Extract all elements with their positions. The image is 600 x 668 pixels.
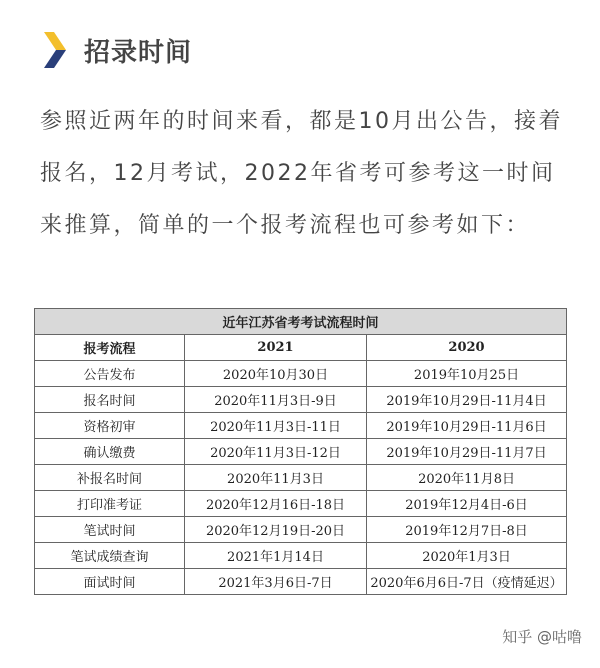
watermark: 知乎 @咕噜 [502, 628, 582, 646]
intro-paragraph: 参照近两年的时间来看，都是10月出公告，接着报名，12月考试，2022年省考可参考这一时间来推算，简单的一个报考流程也可参考如下： [40, 109, 563, 238]
section-title: 招录时间 [84, 37, 193, 68]
table-cell: 2020年11月3日-12日 [185, 439, 367, 465]
column-header: 2021 [185, 335, 367, 361]
table-row [35, 387, 567, 413]
table-cell: 打印准考证 [35, 491, 185, 517]
table-cell: 2020年11月3日 [185, 465, 367, 491]
table-row [35, 361, 567, 387]
section-header [42, 30, 192, 70]
column-header: 报考流程 [35, 335, 185, 361]
chevron-right-icon [42, 30, 70, 70]
table-cell: 笔试成绩查询 [35, 543, 185, 569]
table-cell: 2019年10月29日-11月6日 [367, 413, 567, 439]
table-cell: 2020年12月19日-20日 [185, 517, 367, 543]
table-cell: 2019年10月29日-11月7日 [367, 439, 567, 465]
table-cell: 2020年11月3日-11日 [185, 413, 367, 439]
table-cell: 2019年12月7日-8日 [367, 517, 567, 543]
table-cell: 2019年10月29日-11月4日 [367, 387, 567, 413]
table-cell: 2019年12月4日-6日 [367, 491, 567, 517]
column-header: 2020 [367, 335, 567, 361]
table-cell: 补报名时间 [35, 465, 185, 491]
table-cell: 2020年11月8日 [367, 465, 567, 491]
table-row [35, 543, 567, 569]
table-title: 近年江苏省考考试流程时间 [35, 309, 567, 335]
table-cell: 2021年1月14日 [185, 543, 367, 569]
table-cell: 2020年1月3日 [367, 543, 567, 569]
table-row [35, 491, 567, 517]
table-row [35, 439, 567, 465]
table-cell: 笔试时间 [35, 517, 185, 543]
table-row [35, 465, 567, 491]
table-cell: 公告发布 [35, 361, 185, 387]
table-cell: 确认缴费 [35, 439, 185, 465]
table-cell: 2020年12月16日-18日 [185, 491, 367, 517]
table-cell: 报名时间 [35, 387, 185, 413]
table-row [35, 569, 567, 595]
table-row [35, 413, 567, 439]
table-cell: 2020年11月3日-9日 [185, 387, 367, 413]
table-cell: 面试时间 [35, 569, 185, 595]
table-cell: 2020年10月30日 [185, 361, 367, 387]
table-cell: 2021年3月6日-7日 [185, 569, 367, 595]
table-cell: 资格初审 [35, 413, 185, 439]
table-cell: 2019年10月25日 [367, 361, 567, 387]
exam-schedule-table [34, 308, 567, 595]
table-row [35, 517, 567, 543]
table-cell: 2020年6月6日-7日（疫情延迟） [367, 569, 567, 595]
